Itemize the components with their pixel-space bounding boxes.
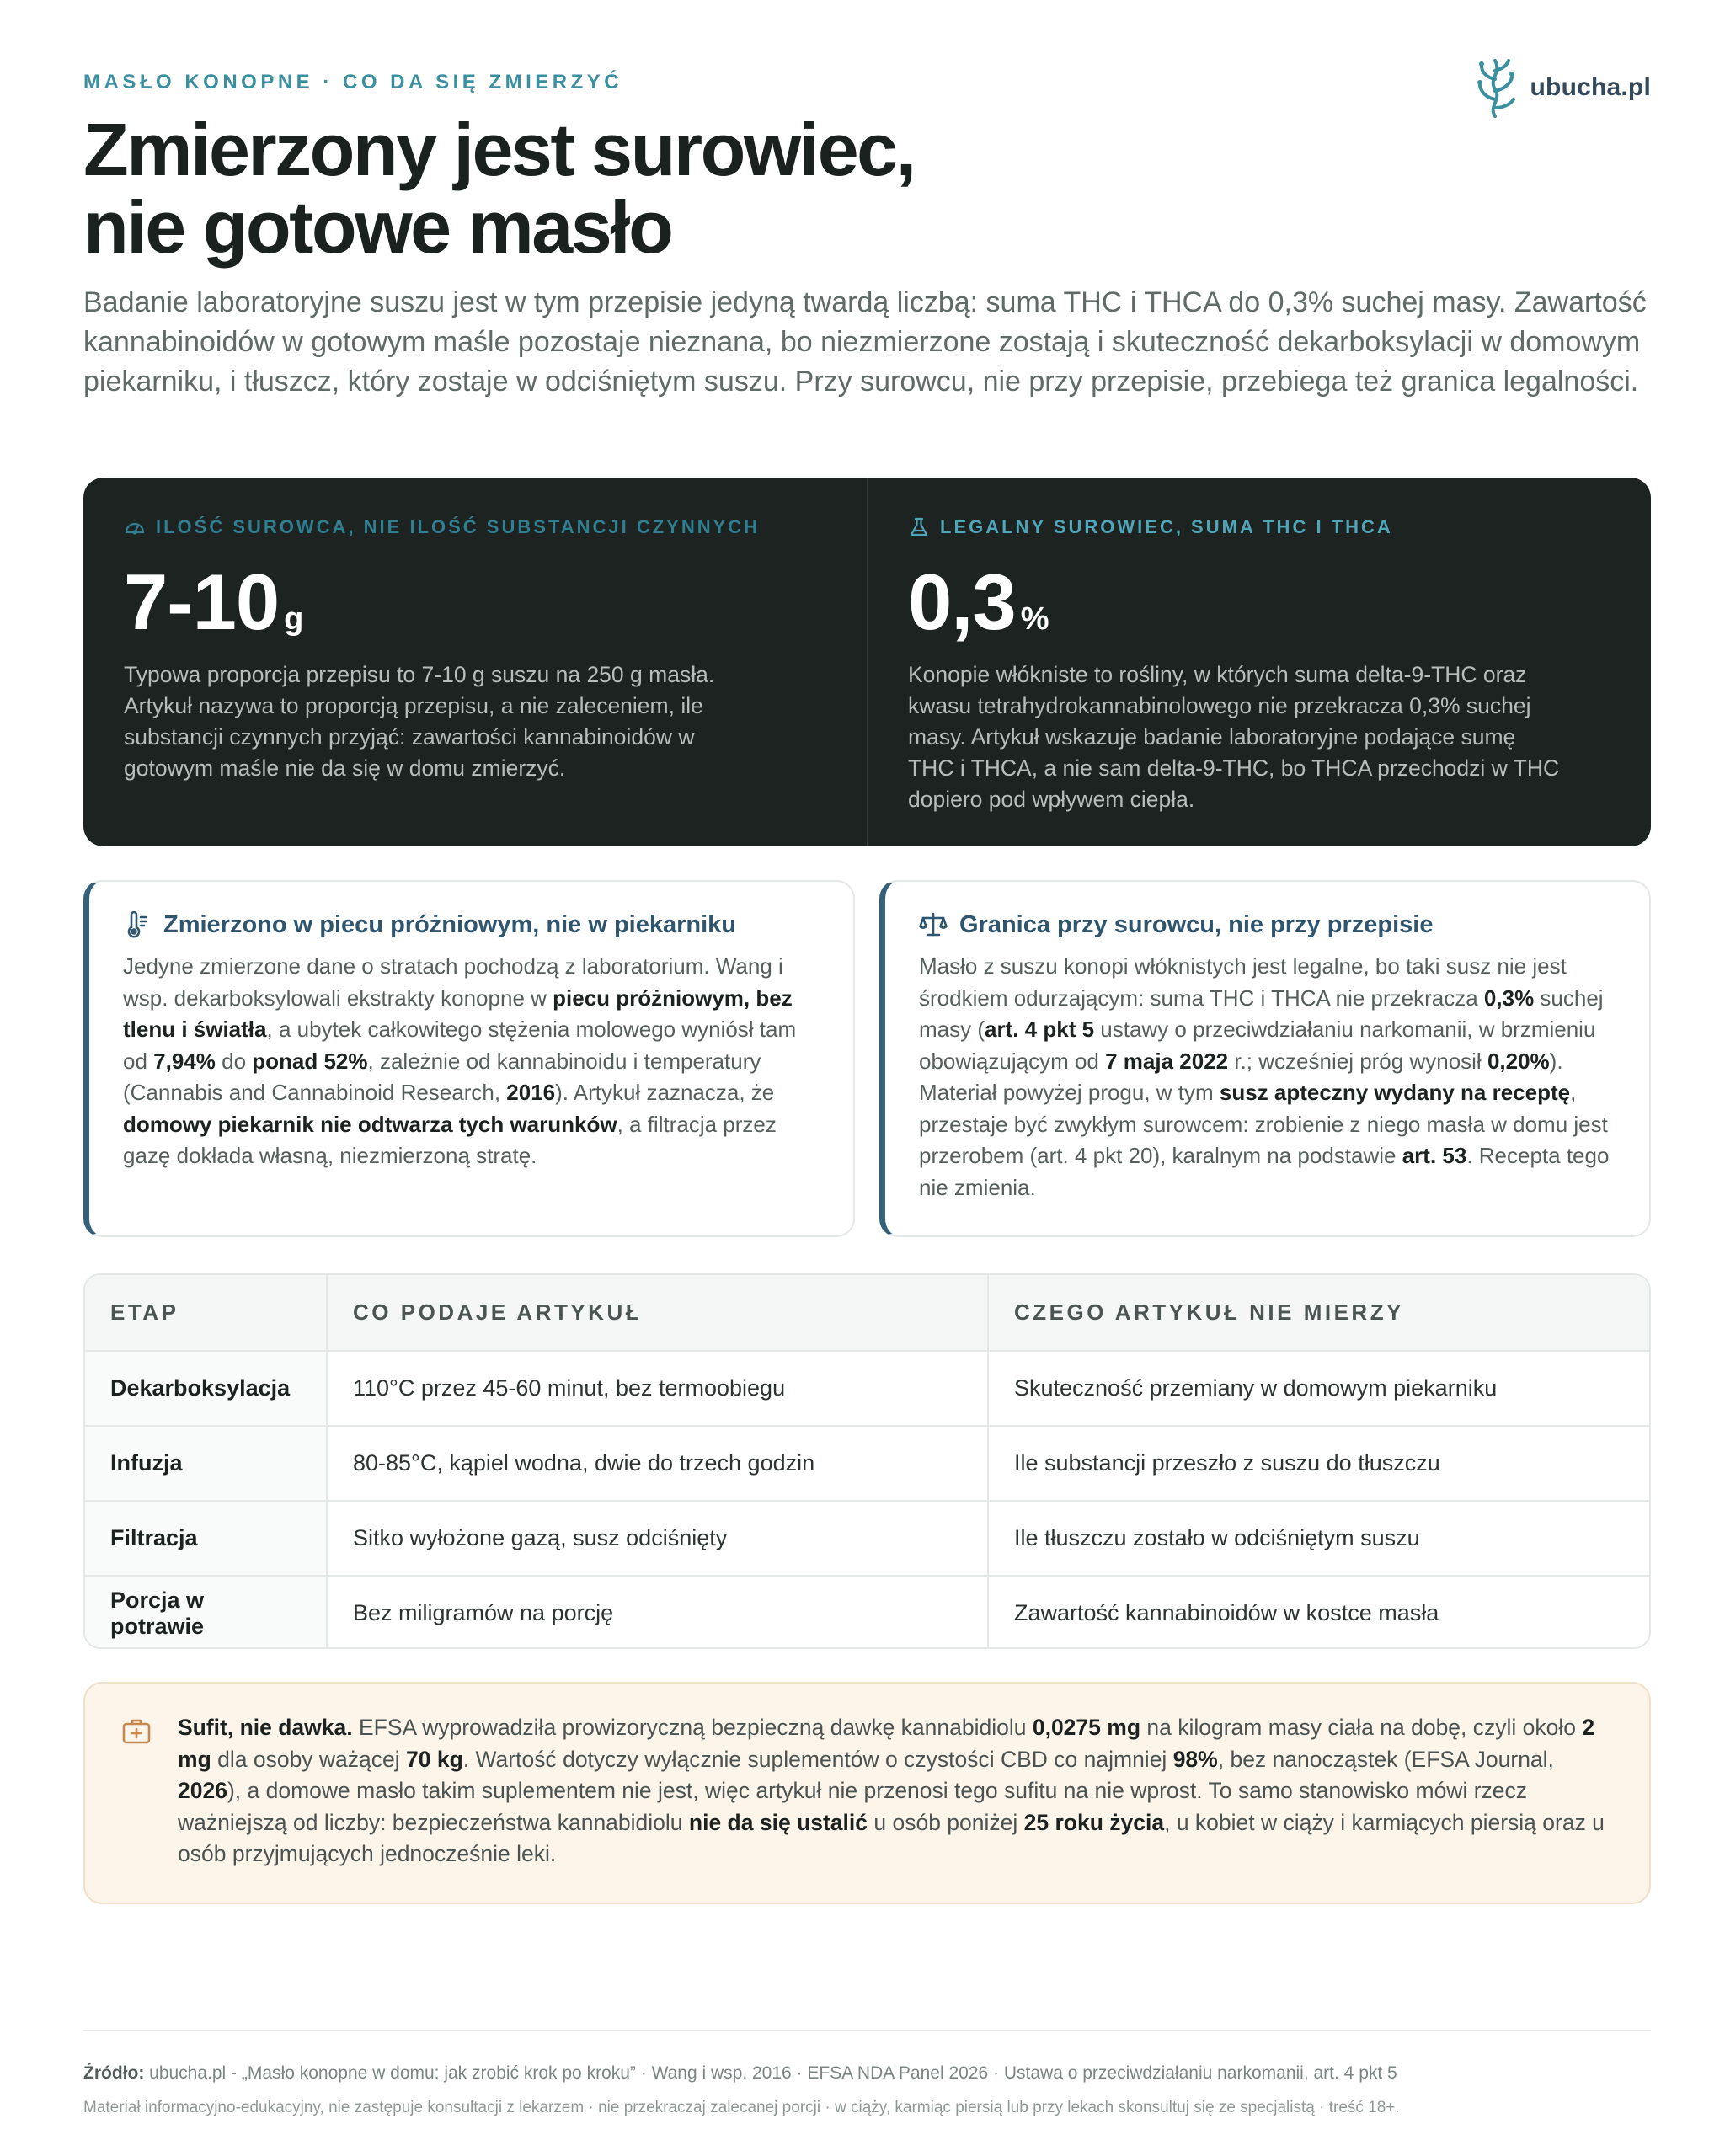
lead-paragraph: Badanie laboratoryjne suszu jest w tym przepisie jedyną twardą liczbą: suma THC i THCA do 0,3% suchej masy. Zawartość kannabinoidów w gotowym maśle pozostaje nieznana, bo niezmierzone zostają i skuteczność dekarboksylacji w domowym piekarniku, i tłuszcz, który zostaje w odciśniętym suszu. Przy surowcu, nie przy przepisie, przebiega też granica legalności. (83, 286, 1647, 398)
stat-label-text: LEGALNY SUROWIEC, SUMA THC I THCA (940, 516, 1393, 537)
source-label: Źródło: (83, 2063, 145, 2083)
bold-run: 7,94% (153, 1048, 216, 1074)
text-run: , a ubytek całkowitego stężenia molowego wyniósł tam od (123, 1017, 797, 1074)
title-line-1: Zmierzony jest surowiec, (83, 108, 915, 191)
bold-run: 0,20% (1487, 1048, 1550, 1074)
stat-label (908, 516, 1610, 538)
text-run: . Wartość dotyczy wyłącznie suplementów o czystości CBD co najmniej (462, 1746, 1173, 1772)
eyebrow: MASŁO KONOPNE · CO DA SIĘ ZMIERZYĆ (83, 71, 623, 93)
page (83, 0, 1651, 2156)
stat-description: Typowa proporcja przepisu to 7-10 g suszu na 250 g masła. Artykuł nazywa to proporcją przepisu, a nie zaleceniem, ile substancji czynnych przyjąć: zawartości kannabinoidów w gotowym maśle nie da się w domu zmierzyć. (124, 662, 715, 781)
text-run: , u kobiet w ciąży i karmiących piersią oraz u osób przyjmujących jednocześnie leki. (178, 1809, 1605, 1866)
text-run: , a filtracja przez gazę dokłada własną, niezmierzoną stratę. (123, 1111, 777, 1168)
footer-divider (83, 2030, 1651, 2031)
text-run: EFSA wyprowadziła prowizoryczną bezpieczną dawkę kannabidiolu (352, 1715, 1033, 1740)
bold-run: 70 kg (406, 1746, 463, 1772)
bold-run: domowy piekarnik nie odtwarza tych warunków (123, 1111, 617, 1137)
table-cell-not-measured: Ile substancji przeszło z suszu do tłuszczu (1014, 1450, 1440, 1476)
card-title: Zmierzono w piecu próżniowym, nie w piekarniku (163, 910, 736, 938)
card-header (919, 910, 1616, 939)
table-header-row (85, 1275, 1649, 1350)
bold-run: 7 maja 2022 (1105, 1048, 1229, 1074)
bold-run: 0,3% (1483, 985, 1535, 1011)
stat-label (124, 516, 826, 538)
table-cell-not-measured: Skuteczność przemiany w domowym piekarniku (1014, 1375, 1498, 1401)
source-text: ubucha.pl - „Masło konopne w domu: jak zrobić krok po kroku” · Wang i wsp. 2016 · EFSA NDA Panel 2026 · Ustawa o przeciwdziałaniu narkomanii, art. 4 pkt 5 (144, 2063, 1397, 2083)
text-run: ). Materiał powyżej progu, w tym (919, 1048, 1563, 1105)
table-row (85, 1575, 1649, 1649)
stats-panel (83, 478, 1651, 846)
source-line (83, 2063, 1397, 2084)
stat-raw-material (83, 478, 867, 846)
stat-description: Konopie włókniste to rośliny, w których suma delta-9-THC oraz kwasu tetrahydrokannabinolowego nie przekracza 0,3% suchej masy. Artykuł wskazuje badanie laboratoryjne podające sumę THC i THCA, a nie sam delta-9-THC, bo THCA przechodzi w THC dopiero pod wpływem ciepła. (908, 662, 1560, 812)
table-cell-stage: Infuzja (85, 1427, 328, 1500)
bold-run: art. 53 (1402, 1143, 1467, 1168)
table-cell-stage: Porcja w potrawie (85, 1577, 328, 1649)
table-header-cell: ETAP (85, 1275, 328, 1350)
title-line-2: nie gotowe masło (83, 185, 672, 269)
table-row (85, 1425, 1649, 1500)
bold-run: 0,0275 mg (1032, 1715, 1141, 1740)
bold-run: piecu próżniowym, bez tlenu i światła (123, 985, 793, 1042)
thermometer-icon (123, 910, 152, 939)
bold-run: susz apteczny wydany na receptę (1219, 1080, 1571, 1105)
table-cell-given: 80-85°C, kąpiel wodna, dwie do trzech godzin (328, 1427, 989, 1500)
stat-value (908, 558, 1610, 646)
note-text (178, 1712, 1616, 1903)
disclaimer: Materiał informacyjno-edukacyjny, nie zastępuje konsultacji z lekarzem · nie przekraczaj zalecanej porcji · w ciąży, karmiąc piersią lub przy lekach skonsultuj się ze specjalistą · treść 18+. (83, 2099, 1400, 2116)
table-cell-not-measured: Ile tłuszczu zostało w odciśniętym suszu (1014, 1525, 1420, 1550)
table-header-cell: CZEGO ARTYKUŁ NIE MIERZY (989, 1275, 1649, 1350)
scales-icon (919, 910, 948, 939)
page-title (83, 108, 915, 269)
table-cell-stage: Filtracja (85, 1502, 328, 1575)
table-header-cell: CO PODAJE ARTYKUŁ (328, 1275, 989, 1350)
text-run: ). Artykuł zaznacza, że (555, 1080, 775, 1105)
stat-legal-threshold (867, 478, 1651, 846)
table-cell-given: 110°C przez 45-60 minut, bez termoobiegu (328, 1352, 989, 1425)
seaweed-logo-icon (1471, 57, 1520, 118)
bold-run: nie da się ustalić (688, 1809, 868, 1835)
text-run: suchej masy ( (919, 985, 1604, 1042)
bold-run: 25 roku życia (1023, 1809, 1165, 1835)
bold-run: ponad 52% (252, 1048, 368, 1074)
table-cell-stage: Dekarboksylacja (85, 1352, 328, 1425)
text-run: , zależnie od kannabinoidu i temperatury (Cannabis and Cannabinoid Research, (123, 1048, 761, 1105)
text-run: Masło z suszu konopi włóknistych jest legalne, bo taki susz nie jest środkiem odurzającym: suma THC i THCA nie przekracza (919, 953, 1567, 1011)
bold-run: art. 4 pkt 5 (985, 1017, 1095, 1042)
card-body (123, 951, 820, 1172)
stat-unit: % (1020, 601, 1049, 637)
stat-unit: g (284, 601, 304, 637)
text-run: , przestaje być zwykłym surowcem: zrobienie z niego masła w domu jest przerobem (art. 4 pkt 20), karalnym na podstawie (919, 1080, 1608, 1168)
logo-text: ubucha.pl (1530, 73, 1651, 101)
gauge-icon (124, 516, 146, 538)
text-run: ), a domowe masło takim suplementem nie jest, więc artykuł nie przenosi tego sufitu na nie wprost. To samo stanowisko mówi rzecz ważniejszą od liczby: bezpieczeństwa kannabidiolu (178, 1778, 1528, 1835)
bold-run: 98% (1172, 1746, 1218, 1772)
table-row (85, 1500, 1649, 1575)
bold-run: Sufit, nie dawka. (178, 1715, 353, 1740)
table-cell-not-measured: Zawartość kannabinoidów w kostce masła (1014, 1600, 1439, 1625)
text-run: na kilogram masy ciała na dobę, czyli około (1140, 1715, 1583, 1740)
text-run: r.; wcześniej próg wynosił (1228, 1048, 1487, 1074)
process-table (83, 1273, 1651, 1649)
text-run: u osób poniżej (868, 1809, 1024, 1835)
text-run: . Recepta tego nie zmienia. (919, 1143, 1610, 1200)
stat-number: 7-10 (124, 558, 280, 646)
text-run: Jedyne zmierzone dane o stratach pochodzą z laboratorium. Wang i wsp. dekarboksylowali ekstrakty konopne w (123, 953, 783, 1011)
flask-icon (908, 516, 930, 538)
stat-number: 0,3 (908, 558, 1016, 646)
card-body (919, 951, 1616, 1203)
bold-run: 2 mg (178, 1715, 1595, 1772)
bold-run: 2016 (506, 1080, 556, 1105)
text-run: do (215, 1048, 253, 1074)
safety-note (83, 1682, 1651, 1904)
card-header (123, 910, 820, 939)
card-title: Granica przy surowcu, nie przy przepisie (959, 910, 1434, 938)
table-cell-given: Sitko wyłożone gazą, susz odciśnięty (328, 1502, 989, 1575)
text-run: , bez nanocząstek (EFSA Journal, (1217, 1746, 1554, 1772)
card-legal-limit (879, 880, 1651, 1237)
first-aid-kit-icon (120, 1716, 152, 1748)
card-vacuum-oven (83, 880, 855, 1237)
bold-run: 2026 (178, 1778, 227, 1803)
text-run: ustawy o przeciwdziałaniu narkomanii, w brzmieniu obowiązującym od (919, 1017, 1596, 1074)
stat-value (124, 558, 826, 646)
logo[interactable] (1471, 57, 1651, 118)
stat-label-text: ILOŚĆ SUROWCA, NIE ILOŚĆ SUBSTANCJI CZYNNYCH (156, 516, 761, 537)
table-row (85, 1350, 1649, 1425)
text-run: dla osoby ważącej (211, 1746, 407, 1772)
table-cell-given: Bez miligramów na porcję (328, 1577, 989, 1649)
